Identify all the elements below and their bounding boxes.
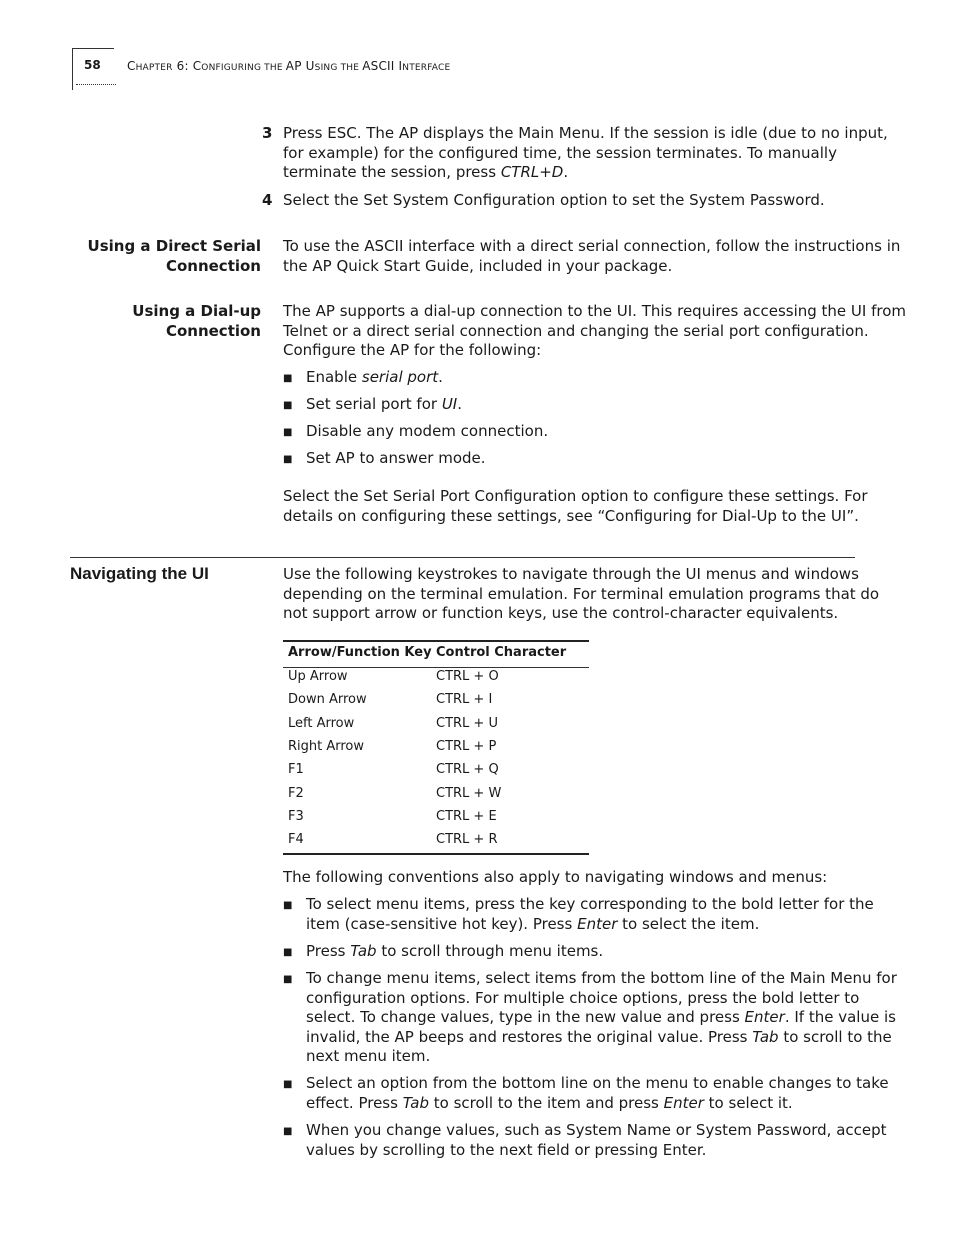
convention-bullet: To select menu items, press the key corresponding to the bold letter for the item (case-sensitive hot key). Press Enter to select the item. <box>306 895 874 933</box>
bullet-icon: ■ <box>283 1126 293 1137</box>
direct-serial-heading: Using a Direct Serial Connection <box>87 237 261 275</box>
table-cell: CTRL + I <box>436 692 493 707</box>
step-3-text: Press ESC. The AP displays the Main Menu. If the session is idle (due to no input, for example) for the configured time, the session terminates. To manually terminate the session, press CTRL+D. <box>283 124 888 181</box>
table-cell: F2 <box>288 786 304 801</box>
step-number: 4 <box>262 191 273 209</box>
table-cell: CTRL + W <box>436 786 502 801</box>
bullet-icon: ■ <box>283 1079 293 1090</box>
table-cell: F3 <box>288 809 304 824</box>
bullet-icon: ■ <box>283 900 293 911</box>
dialup-bullet: Set serial port for UI. <box>306 395 463 413</box>
header-horizontal-rule <box>72 48 114 49</box>
table-cell: F4 <box>288 832 304 847</box>
page-number: 58 <box>84 58 101 72</box>
table-cell: CTRL + P <box>436 739 497 754</box>
bullet-icon: ■ <box>283 427 293 438</box>
dialup-heading: Using a Dial-up Connection <box>132 302 261 340</box>
table-cell: Down Arrow <box>288 692 367 707</box>
table-cell: Right Arrow <box>288 739 365 754</box>
bullet-icon: ■ <box>283 947 293 958</box>
table-cell: F1 <box>288 762 304 777</box>
step-number: 3 <box>262 124 273 142</box>
convention-bullet: When you change values, such as System Name or System Password, accept values by scrolling to the next field or pressing Enter. <box>306 1121 887 1159</box>
table-top-rule <box>283 640 589 642</box>
step-4-text: Select the Set System Configuration option to set the System Password. <box>283 191 825 209</box>
convention-bullet: Select an option from the bottom line on the menu to enable changes to take effect. Press Tab to scroll to the item and press Enter to select it. <box>306 1074 889 1112</box>
header-vertical-rule <box>72 48 73 90</box>
direct-serial-text: To use the ASCII interface with a direct serial connection, follow the instructions in the AP Quick Start Guide, included in your package. <box>283 237 901 275</box>
navigating-heading: Navigating the UI <box>70 564 209 583</box>
keystroke-table <box>283 640 589 856</box>
header-dotted-rule <box>76 80 116 85</box>
table-cell: CTRL + Q <box>436 762 499 777</box>
table-header-key: Arrow/Function Key <box>288 645 432 660</box>
dialup-bullet: Set AP to answer mode. <box>306 449 486 467</box>
table-header-control: Control Character <box>436 645 567 660</box>
bullet-icon: ■ <box>283 373 293 384</box>
bullet-icon: ■ <box>283 400 293 411</box>
convention-bullet: To change menu items, select items from the bottom line of the Main Menu for configuration options. For multiple choice options, press the bold letter to select. To change values, type in the new value and press Enter. If the value is invalid, the AP beeps and restores the original value. Press Tab to scroll to the next menu item. <box>306 969 897 1065</box>
table-cell: CTRL + U <box>436 716 498 731</box>
convention-bullet: Press Tab to scroll through menu items. <box>306 942 604 960</box>
table-cell: CTRL + E <box>436 809 497 824</box>
navigating-intro: Use the following keystrokes to navigate through the UI menus and windows depending on the terminal emulation. For terminal emulation programs that do not support arrow or function keys, use the control-character equivalents. <box>283 565 880 622</box>
dialup-after: Select the Set Serial Port Configuration option to configure these settings. For details on configuring these settings, see “Configuring for Dial-Up to the UI”. <box>283 487 868 525</box>
table-header-rule <box>283 667 589 668</box>
dialup-bullet: Disable any modem connection. <box>306 422 549 440</box>
dialup-intro: The AP supports a dial-up connection to the UI. This requires accessing the UI from Telnet or a direct serial connection and changing the serial port configuration. Configure the AP for the following: <box>283 302 906 359</box>
dialup-bullet: Enable serial port. <box>306 368 443 386</box>
table-bottom-rule <box>283 853 589 855</box>
bullet-icon: ■ <box>283 454 293 465</box>
chapter-title: CHAPTER 6: CONFIGURING THE AP USING THE ASCII INTERFACE <box>127 59 451 73</box>
table-cell: Up Arrow <box>288 669 348 684</box>
table-cell: CTRL + R <box>436 832 498 847</box>
bullet-icon: ■ <box>283 974 293 985</box>
conventions-intro: The following conventions also apply to navigating windows and menus: <box>283 868 828 886</box>
section-rule <box>70 557 855 558</box>
table-cell: CTRL + O <box>436 669 499 684</box>
table-cell: Left Arrow <box>288 716 355 731</box>
